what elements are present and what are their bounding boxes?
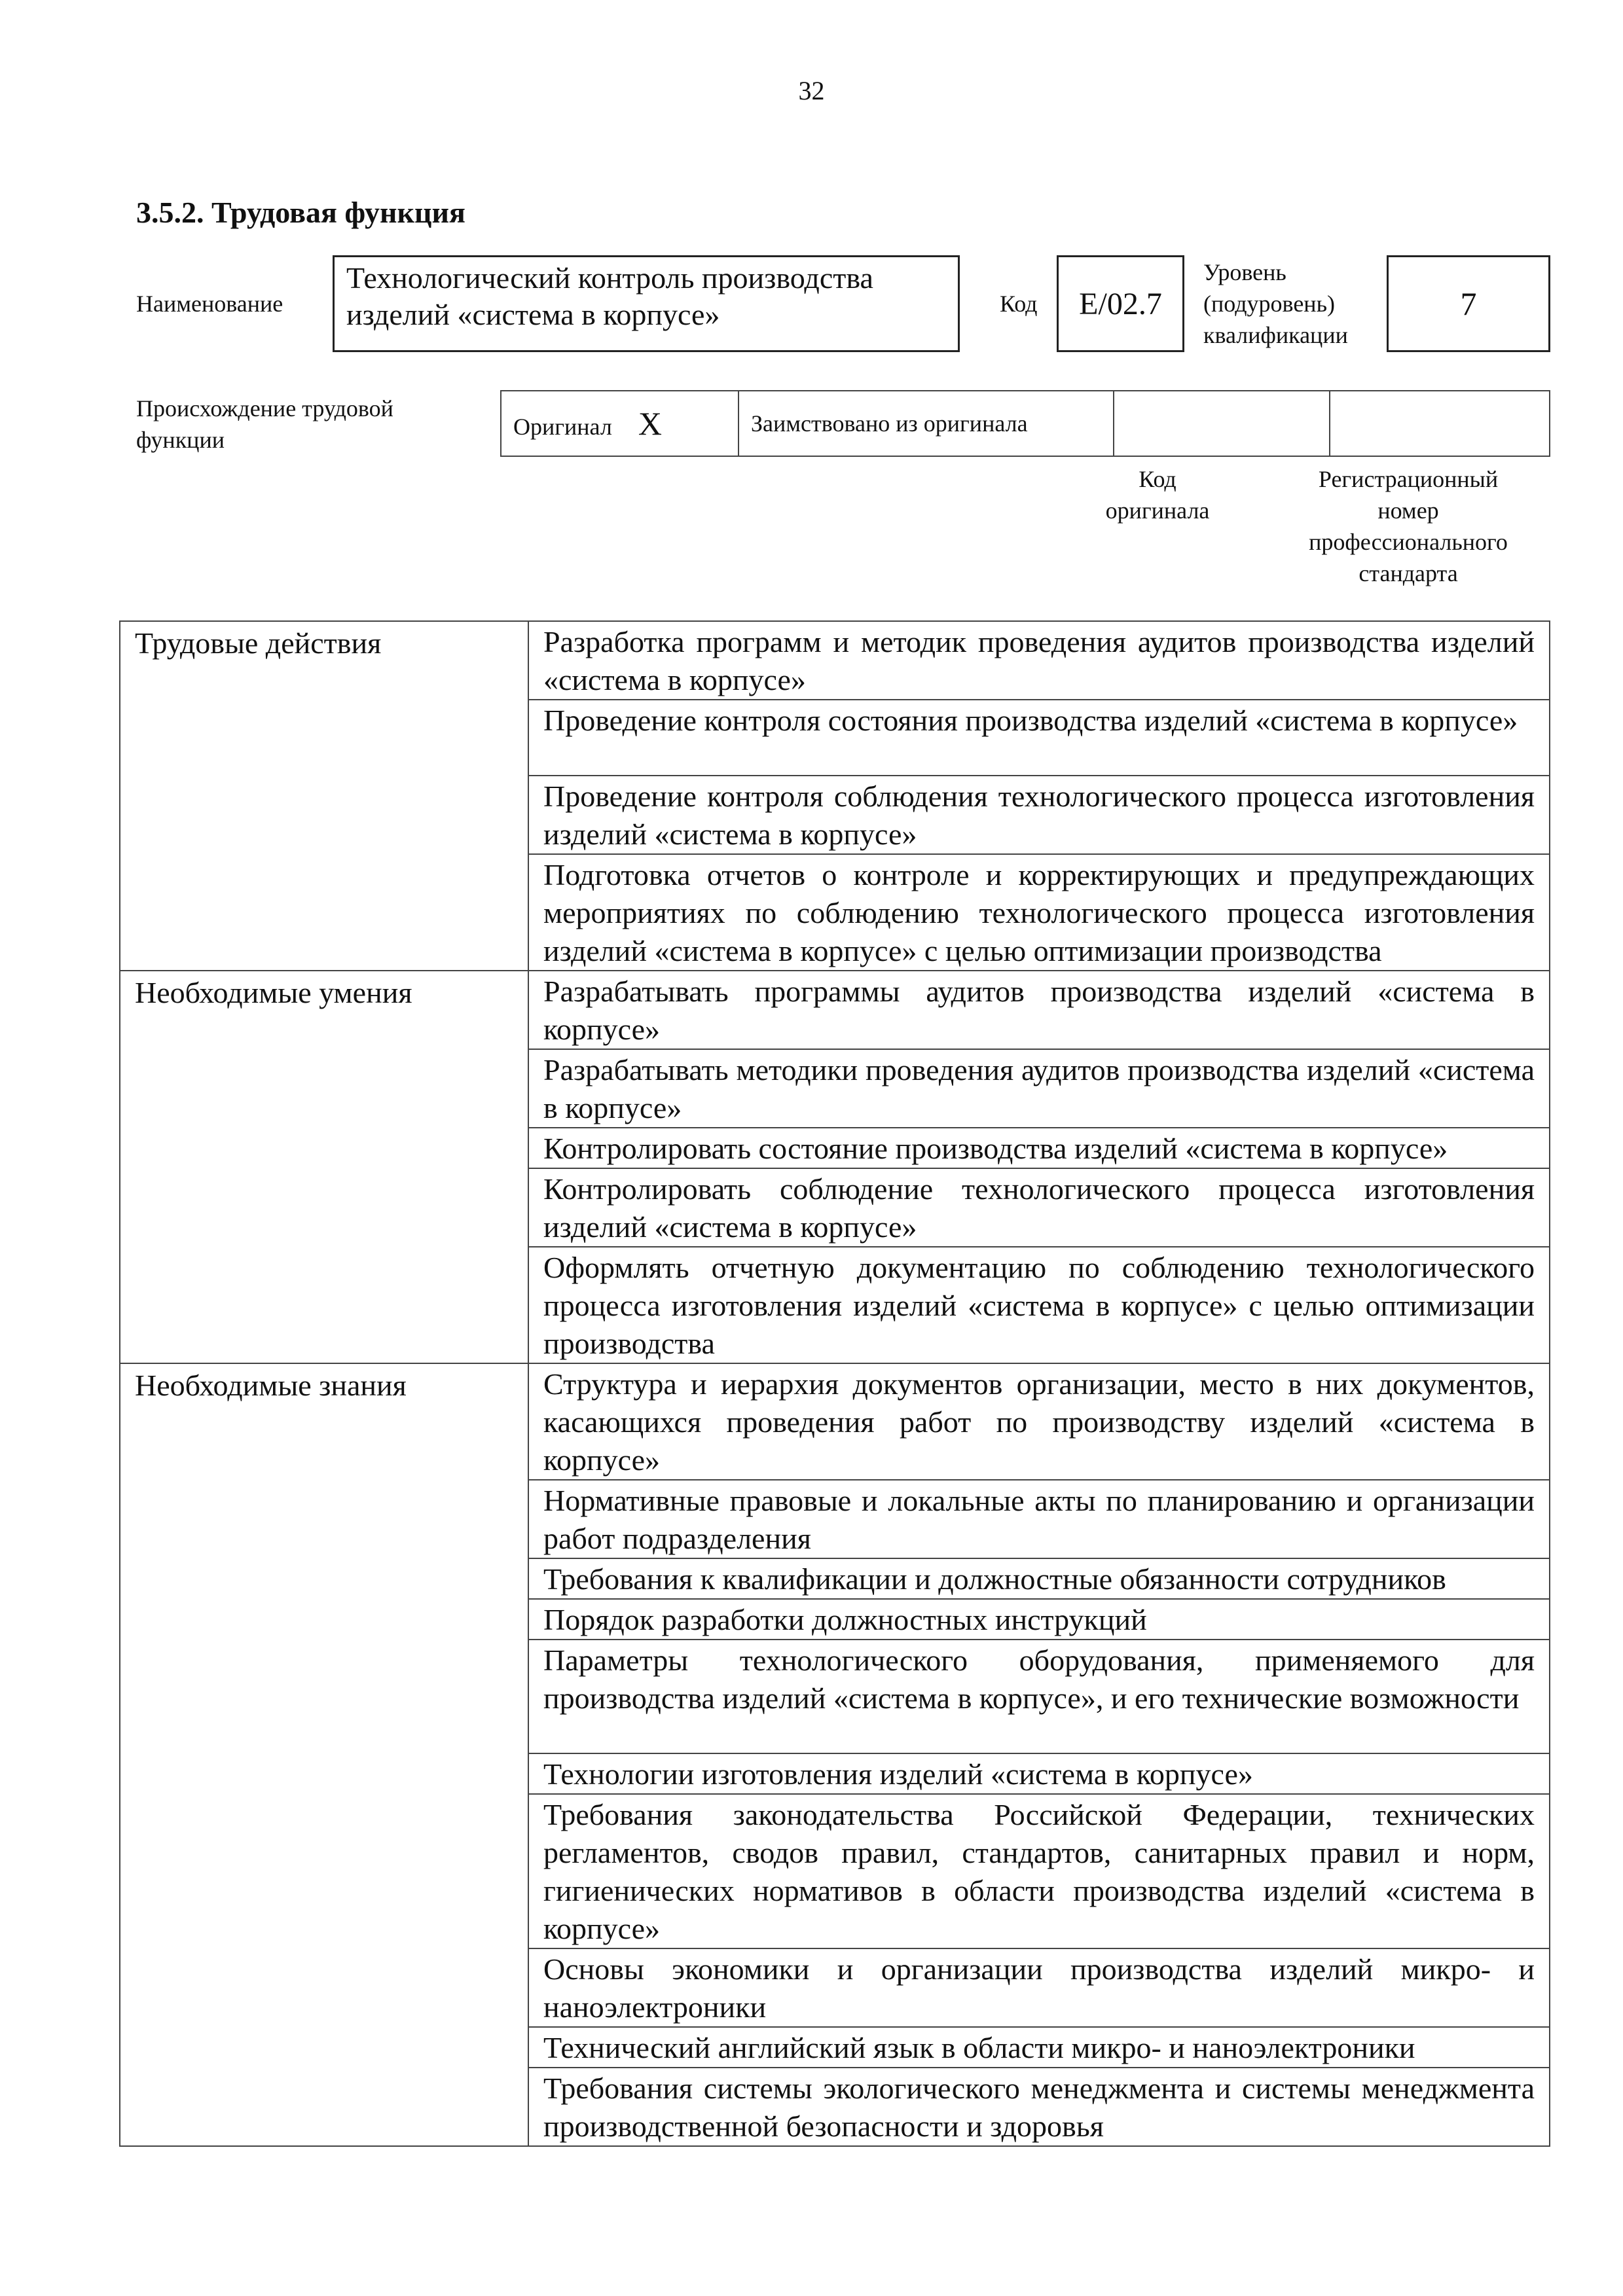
list-item: Требования системы экологического менеджмента и системы менеджмента производственной безопасности и здоровья — [528, 2068, 1550, 2146]
list-item: Контролировать состояние производства изделий «система в корпусе» — [528, 1128, 1550, 1168]
function-code-box: E/02.7 — [1057, 255, 1184, 352]
caption-line: Код — [1139, 466, 1176, 492]
list-item: Требования законодательства Российской Федерации, технических регламентов, сводов правил, стандартов, санитарных правил и норм, гигиенических нормативов в области производства изделий «система в корпусе» — [528, 1794, 1550, 1948]
table-row — [120, 621, 1550, 700]
name-label: Наименование — [136, 291, 283, 317]
list-item: Порядок разработки должностных инструкций — [528, 1599, 1550, 1640]
caption-line: номер — [1377, 497, 1439, 524]
level-label — [1203, 257, 1348, 351]
list-item: Разрабатывать методики проведения аудитов производства изделий «система в корпусе» — [528, 1049, 1550, 1128]
section-title-labor-actions: Трудовые действия — [120, 621, 528, 971]
level-label-line: (подуровень) — [1203, 291, 1335, 317]
function-name-box: Технологический контроль производства изделий «система в корпусе» — [333, 255, 960, 352]
section-title: 3.5.2. Трудовая функция — [136, 196, 465, 229]
registration-caption — [1266, 463, 1550, 589]
list-item: Проведение контроля соблюдения технологического процесса изготовления изделий «система в корпусе» — [528, 776, 1550, 854]
list-item: Требования к квалификации и должностные обязанности сотрудников — [528, 1558, 1550, 1599]
function-details-table — [119, 620, 1550, 2147]
section-title-required-knowledge: Необходимые знания — [120, 1363, 528, 2146]
original-code-cell — [1114, 391, 1330, 456]
origin-label: Происхождение трудовой функции — [136, 395, 393, 453]
list-item: Нормативные правовые и локальные акты по планированию и организации работ подразделения — [528, 1480, 1550, 1558]
list-item: Проведение контроля состояния производства изделий «система в корпусе» — [528, 700, 1550, 776]
caption-line: профессионального — [1309, 529, 1508, 555]
list-item: Структура и иерархия документов организации, место в них документов, касающихся проведения работ по производству изделий «система в корпусе» — [528, 1363, 1550, 1480]
original-mark: X — [638, 405, 662, 442]
section-title-required-skills: Необходимые умения — [120, 971, 528, 1363]
list-item: Контролировать соблюдение технологического процесса изготовления изделий «система в корпусе» — [528, 1168, 1550, 1247]
table-row — [120, 971, 1550, 1049]
borrowed-cell: Заимствовано из оригинала — [739, 391, 1114, 456]
original-label: Оригинал — [513, 414, 612, 440]
page-number: 32 — [798, 76, 825, 105]
list-item: Технологии изготовления изделий «система в корпусе» — [528, 1753, 1550, 1794]
list-item: Разработка программ и методик проведения аудитов производства изделий «система в корпусе» — [528, 621, 1550, 700]
original-code-caption — [1062, 463, 1253, 526]
level-label-line: квалификации — [1203, 322, 1348, 348]
table-row — [120, 1363, 1550, 1480]
level-label-line: Уровень — [1203, 259, 1286, 285]
qualification-level-box: 7 — [1387, 255, 1550, 352]
list-item: Оформлять отчетную документацию по соблюдению технологического процесса изготовления изделий «система в корпусе» с целью оптимизации производства — [528, 1247, 1550, 1363]
caption-line: Регистрационный — [1318, 466, 1499, 492]
registration-number-cell — [1330, 391, 1550, 456]
list-item: Подготовка отчетов о контроле и корректирующих и предупреждающих мероприятиях по соблюдению технологического процесса изготовления изделий «система в корпусе» с целью оптимизации производства — [528, 854, 1550, 971]
origin-table — [500, 390, 1550, 457]
original-cell — [501, 391, 739, 456]
list-item: Технический английский язык в области микро- и наноэлектроники — [528, 2027, 1550, 2068]
caption-line: стандарта — [1359, 560, 1458, 586]
list-item: Основы экономики и организации производства изделий микро- и наноэлектроники — [528, 1948, 1550, 2027]
caption-line: оригинала — [1105, 497, 1210, 524]
code-label: Код — [1000, 291, 1038, 317]
list-item: Разрабатывать программы аудитов производства изделий «система в корпусе» — [528, 971, 1550, 1049]
list-item: Параметры технологического оборудования, применяемого для производства изделий «система в корпусе», и его технические возможности — [528, 1640, 1550, 1753]
